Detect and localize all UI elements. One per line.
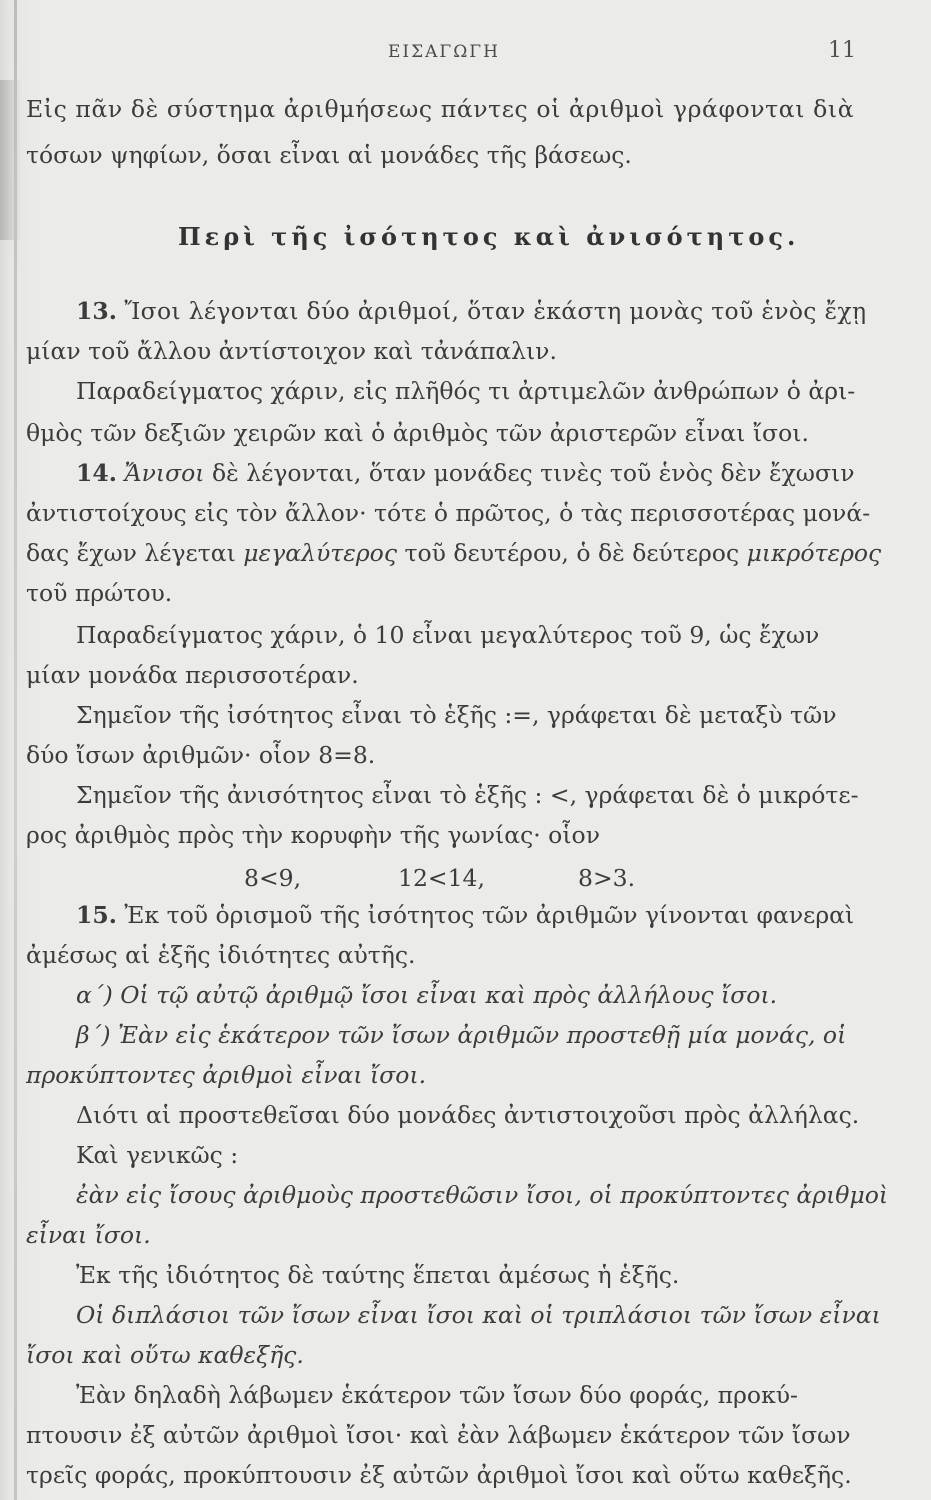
text-span: Ἐκ τοῦ ὁρισμοῦ τῆς ἰσότητος τῶν ἀριθμῶν γίνονται φανεραὶ — [124, 901, 855, 929]
general-rule: ἐὰν εἰς ἴσους ἀριθμοὺς προστεθῶσιν ἴσοι, οἱ προκύπτοντες ἀριθμοὶ — [76, 1181, 889, 1209]
page-number: 11 — [828, 38, 856, 63]
text-span: τοῦ δευτέρου, ὁ δὲ δεύτερος — [404, 539, 740, 567]
text-line: προκύπτοντες ἀριθμοὶ εἶναι ἴσοι. — [26, 1061, 427, 1089]
paragraph-number: 13. — [76, 297, 117, 325]
example-inequality: 8>3. — [578, 864, 636, 892]
text-span: δας ἔχων λέγεται — [26, 539, 236, 567]
text-line: τόσων ψηφίων, ὅσαι εἶναι αἱ μονάδες τῆς βάσεως. — [26, 141, 632, 169]
running-head: ΕΙΣΑΓΩΓΗ — [388, 42, 500, 62]
text-line: Διότι αἱ προστεθεῖσαι δύο μονάδες ἀντιστοιχοῦσι πρὸς ἀλλήλας. — [76, 1101, 860, 1129]
paragraph-number: 15. — [76, 901, 117, 929]
text-line: Καὶ γενικῶς : — [76, 1141, 239, 1169]
text-line: Σημεῖον τῆς ἀνισότητος εἶναι τὸ ἑξῆς : <, γράφεται δὲ ὁ μικρότε- — [76, 781, 859, 809]
italic-term: μικρότερος — [746, 539, 882, 567]
property-b: β΄) Ἐὰν εἰς ἑκάτερον τῶν ἴσων ἀριθμῶν προστεθῇ μία μονάς, οἱ — [76, 1021, 847, 1049]
text-line: Ἐὰν δηλαδὴ λάβωμεν ἑκάτερον τῶν ἴσων δύο φοράς, προκύ- — [76, 1381, 798, 1409]
text-line: Ἐκ τῆς ἰδιότητος δὲ ταύτης ἕπεται ἀμέσως ἡ ἑξῆς. — [76, 1261, 680, 1289]
text-line: Παραδείγματος χάριν, εἰς πλῆθός τι ἀρτιμελῶν ἀνθρώπων ὁ ἀρι- — [76, 377, 856, 405]
section-title: Περὶ τῆς ἰσότητος καὶ ἀνισότητος. — [178, 222, 800, 251]
text-line: μίαν μονάδα περισσοτέραν. — [26, 661, 359, 689]
property-a: α΄) Οἱ τῷ αὐτῷ ἀριθμῷ ἴσοι εἶναι καὶ πρὸς ἀλλήλους ἴσοι. — [76, 981, 778, 1009]
text-span: Ἴσοι λέγονται δύο ἀριθμοί, ὅταν ἑκάστη μονὰς τοῦ ἑνὸς ἔχῃ — [124, 297, 867, 325]
page-header — [0, 38, 931, 68]
text-line: Σημεῖον τῆς ἰσότητος εἶναι τὸ ἑξῆς :=, γράφεται δὲ μεταξὺ τῶν — [76, 701, 837, 729]
paragraph-number: 14. — [76, 459, 117, 487]
corollary: Οἱ διπλάσιοι τῶν ἴσων εἶναι ἴσοι καὶ οἱ τριπλάσιοι τῶν ἴσων εἶναι — [76, 1301, 881, 1329]
text-line: ἀντιστοίχους εἰς τὸν ἄλλον· τότε ὁ πρῶτος, ὁ τὰς περισσοτέρας μονά- — [26, 499, 871, 527]
text-line: Παραδείγματος χάριν, ὁ 10 εἶναι μεγαλύτερος τοῦ 9, ὡς ἔχων — [76, 621, 820, 649]
text-line — [26, 539, 882, 567]
italic-term: Ἄνισοι — [124, 459, 205, 487]
text-span: δὲ λέγονται, ὅταν μονάδες τινὲς τοῦ ἑνὸς δὲν ἔχωσιν — [212, 459, 855, 487]
text-line: Εἰς πᾶν δὲ σύστημα ἀριθμήσεως πάντες οἱ ἀριθμοὶ γράφονται διὰ — [26, 95, 855, 123]
text-line: ἀμέσως αἱ ἑξῆς ἰδιότητες αὐτῆς. — [26, 941, 416, 969]
text-line: εἶναι ἴσοι. — [26, 1221, 151, 1249]
text-line: ρος ἀριθμὸς πρὸς τὴν κορυφὴν τῆς γωνίας· οἷον — [26, 821, 600, 849]
paragraph-13-line — [76, 297, 867, 325]
binding-shadow — [0, 80, 22, 240]
text-line: μίαν τοῦ ἄλλου ἀντίστοιχον καὶ τἀνάπαλιν. — [26, 337, 557, 365]
text-line: ἴσοι καὶ οὕτω καθεξῆς. — [26, 1341, 304, 1369]
paragraph-14-line — [76, 459, 855, 487]
text-line: θμὸς τῶν δεξιῶν χειρῶν καὶ ὁ ἀριθμὸς τῶν ἀριστερῶν εἶναι ἴσοι. — [26, 419, 809, 447]
example-inequality: 12<14, — [398, 864, 485, 892]
text-line: τρεῖς φοράς, προκύπτουσιν ἐξ αὐτῶν ἀριθμοὶ ἴσοι καὶ οὕτω καθεξῆς. — [26, 1461, 852, 1489]
example-inequality: 8<9, — [244, 864, 302, 892]
italic-term: μεγαλύτερος — [243, 539, 397, 567]
binding-edge — [14, 0, 17, 1500]
text-line: πτουσιν ἐξ αὐτῶν ἀριθμοὶ ἴσοι· καὶ ἐὰν λάβωμεν ἑκάτερον τῶν ἴσων — [26, 1421, 851, 1449]
text-line: τοῦ πρώτου. — [26, 579, 173, 607]
paragraph-15-line — [76, 901, 855, 929]
text-line: δύο ἴσων ἀριθμῶν· οἷον 8=8. — [26, 741, 376, 769]
